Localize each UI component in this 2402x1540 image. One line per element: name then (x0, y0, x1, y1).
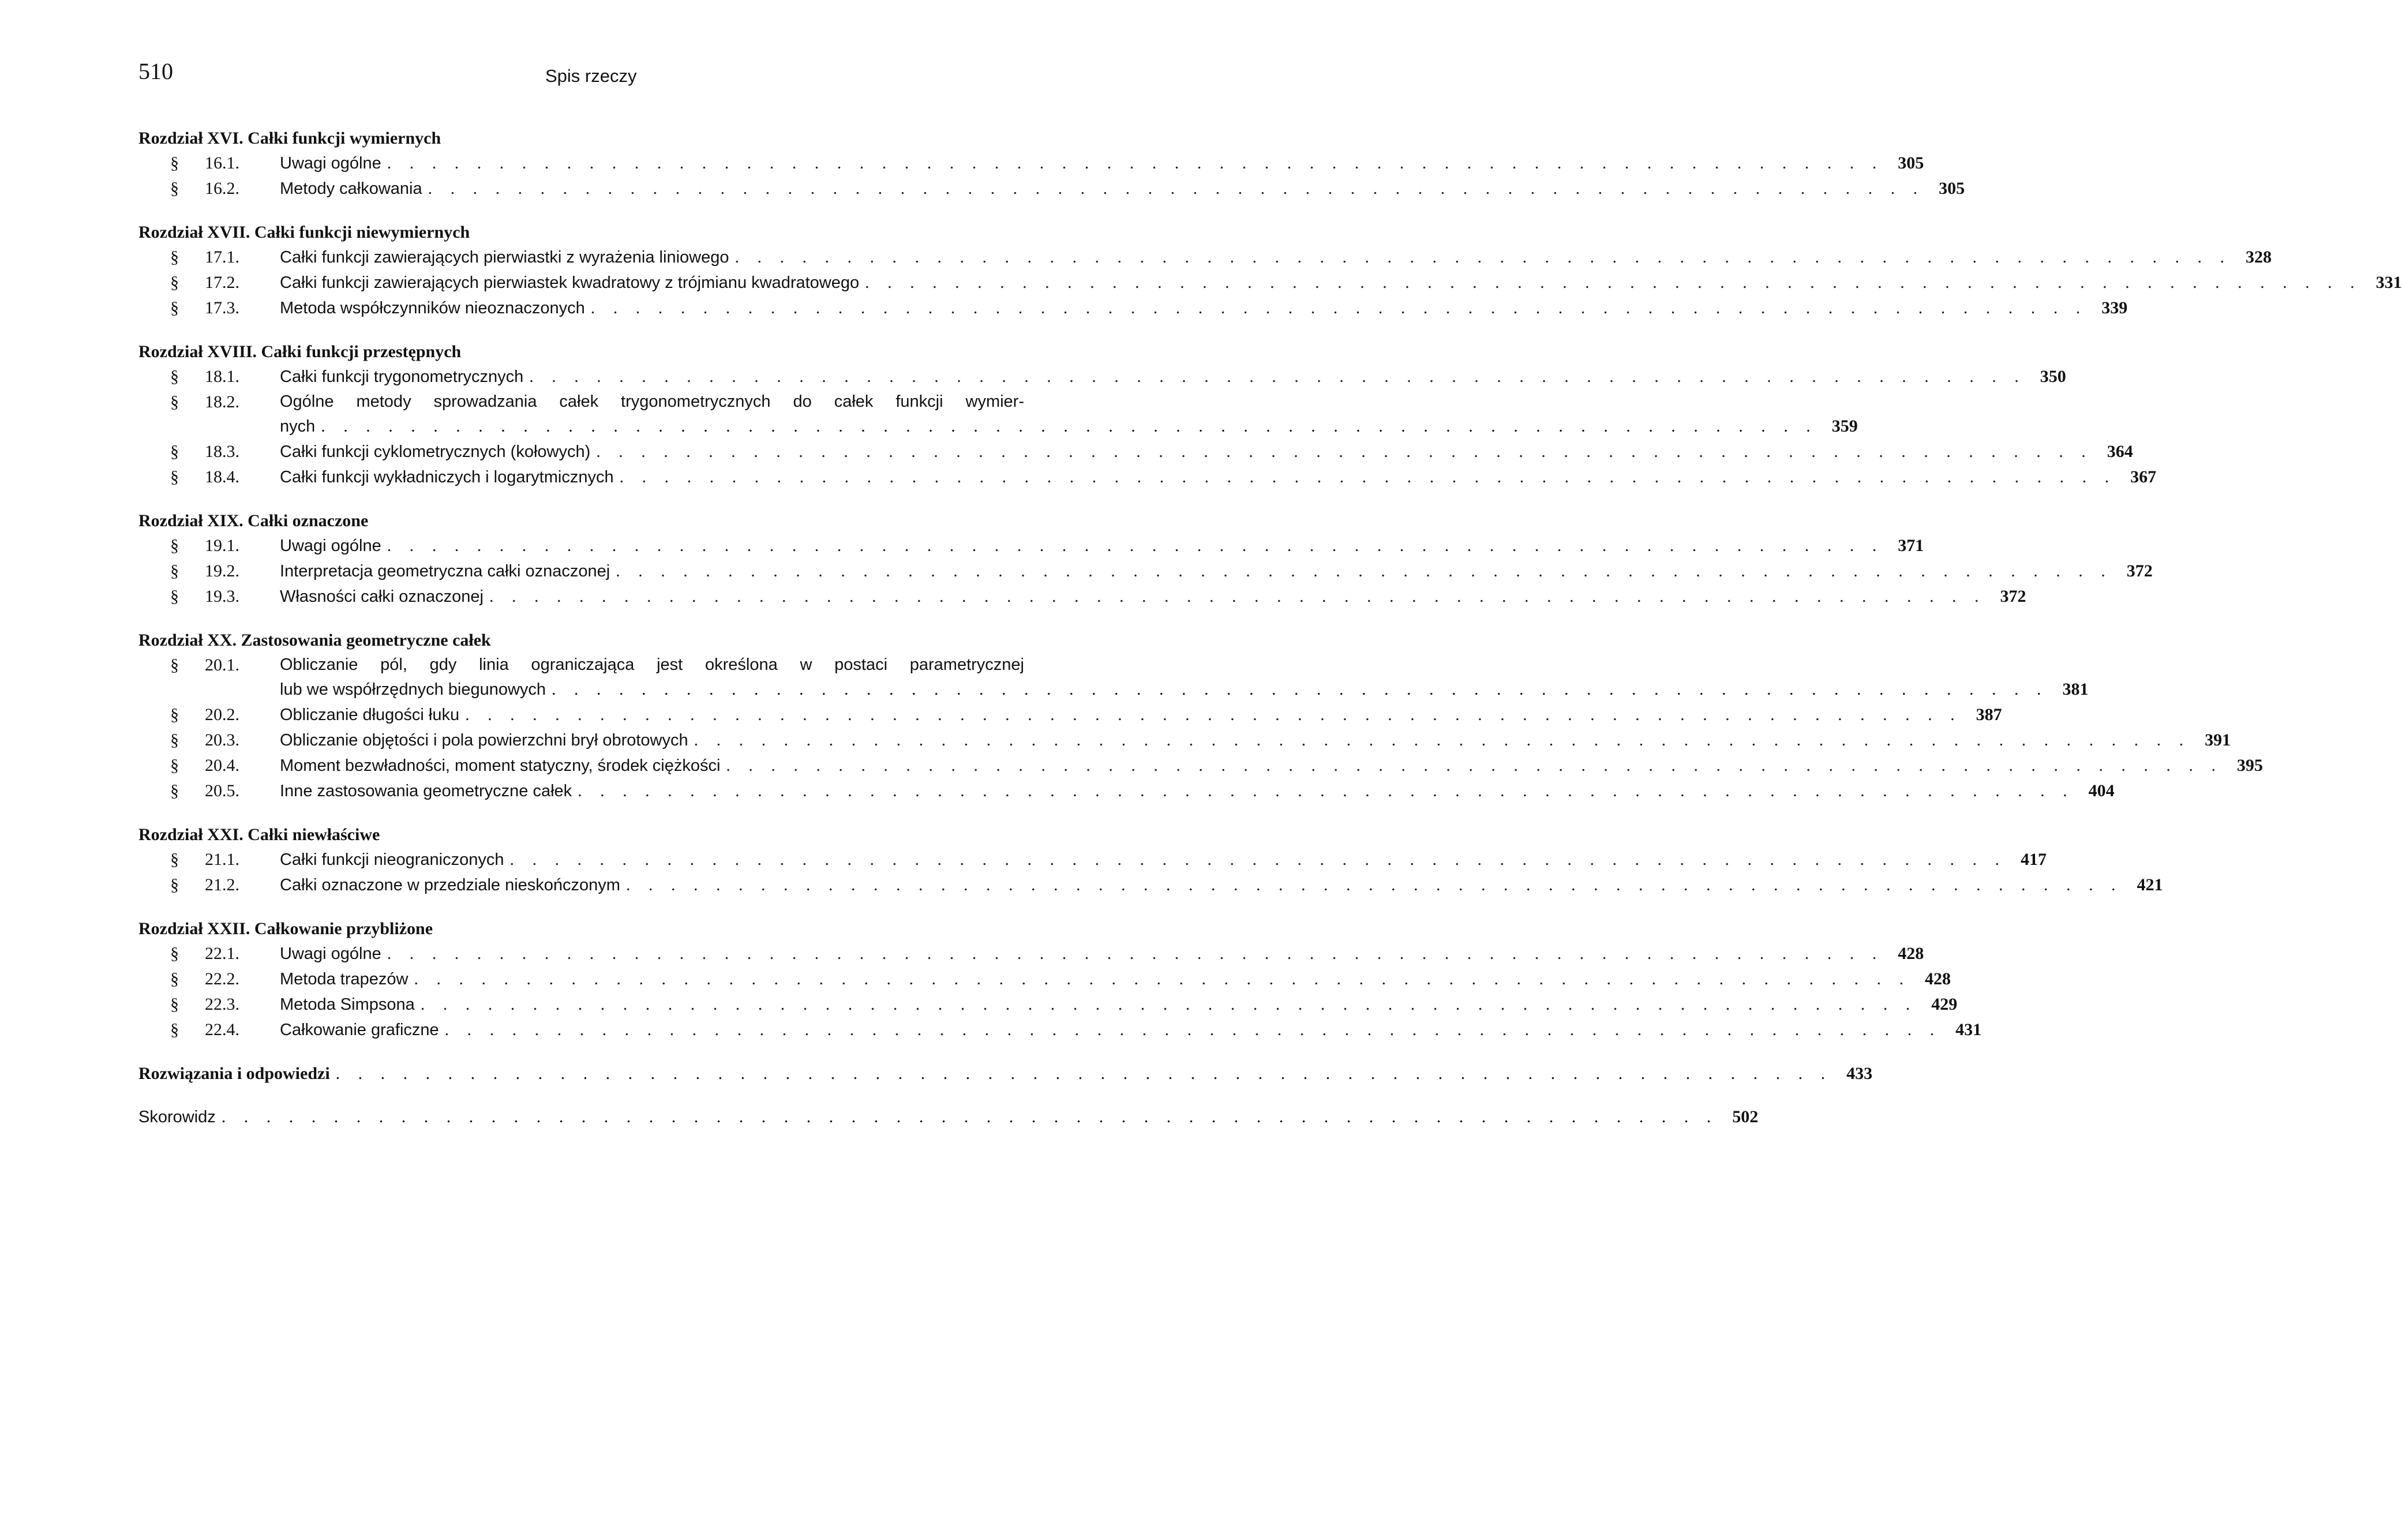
section-title: Całki funkcji trygonometrycznych (280, 368, 524, 386)
section-sign: § (170, 179, 179, 198)
page-ref: 339 (2101, 298, 2128, 317)
page-ref: 502 (1732, 1107, 1759, 1126)
section-number: 20.4. (205, 756, 239, 775)
page-ref: 395 (2236, 756, 2263, 775)
toc-entry[interactable] (138, 533, 1924, 559)
dot-leader: . . . . . . . . . . . . . . . . . . . . . . . . . . . . . . . . . . . . . . . . . . . . . . . . . . . . . . . . . . . . . . . . . . . (578, 781, 2074, 800)
chapter-title: Całki funkcji niewymiernych (254, 223, 470, 242)
page-ref: 371 (1898, 536, 1924, 555)
section-sign: § (170, 248, 179, 267)
section-title-line1: Obliczanie pól, gdy linia ograniczająca jest określona w postaci parametrycznej (280, 655, 1024, 674)
section-title: Metody całkowania (280, 179, 422, 198)
section-title: Inne zastosowania geometryczne całek (280, 782, 572, 800)
page-ref: 431 (1955, 1020, 1982, 1039)
section-title: Uwagi ogólne (280, 945, 381, 963)
dot-leader: . . . . . . . . . . . . . . . . . . . . . . . . . . . . . . . . . . . . . . . . . . . . . . . . . . . . . . . . . . . . . . . . . . . (321, 417, 1818, 436)
section-number: 18.3. (205, 442, 239, 461)
chapter-title: Całki oznaczone (248, 511, 369, 530)
section-sign: § (170, 756, 179, 775)
section-number: 20.5. (205, 781, 239, 800)
page-ref: 433 (1846, 1064, 1873, 1083)
chapter-block (138, 220, 2402, 321)
dot-leader: . . . . . . . . . . . . . . . . . . . . . . . . . . . . . . . . . . . . . . . . . . . . . . . . . . . . . . . . . . . . . . . . . . . (726, 756, 2223, 775)
chapter-label: Rozdział XVII. (138, 223, 250, 242)
toc-entry[interactable] (138, 728, 2231, 753)
toc-entry[interactable] (138, 872, 2163, 898)
dot-leader: . . . . . . . . . . . . . . . . . . . . . . . . . . . . . . . . . . . . . . . . . . . . . . . . . . . . . . . . . . . . . . . . . . . (489, 587, 1986, 606)
toc-entry[interactable] (138, 778, 2115, 804)
section-title: Całki funkcji nieograniczonych (280, 850, 504, 869)
section-sign: § (170, 875, 179, 894)
toc-entry[interactable] (138, 295, 2128, 321)
section-number: 19.3. (205, 587, 239, 606)
page-ref: 372 (2126, 561, 2153, 580)
dot-leader: . . . . . . . . . . . . . . . . . . . . . . . . . . . . . . . . . . . . . . . . . . . . . . . . . . . . . . . . . . . . . . . . . . . (420, 995, 1917, 1014)
chapter-heading (138, 220, 1056, 245)
page-ref: 391 (2205, 730, 2231, 750)
dot-leader: . . . . . . . . . . . . . . . . . . . . . . . . . . . . . . . . . . . . . . . . . . . . . . . . . . . . . . . . . . . . . . . . . . . (387, 536, 1884, 555)
page-ref: 331 (2375, 273, 2402, 292)
dot-leader: . . . . . . . . . . . . . . . . . . . . . . . . . . . . . . . . . . . . . . . . . . . . . . . . . . . . . . . . . . . . . . . . . . . (625, 875, 2123, 894)
section-title: Całki funkcji wykładniczych i logarytmicznych (280, 468, 614, 486)
dot-leader: . . . . . . . . . . . . . . . . . . . . . . . . . . . . . . . . . . . . . . . . . . . . . . . . . . . . . . . . . . . . . . . . . . . (552, 680, 2048, 699)
dot-leader: . . . . . . . . . . . . . . . . . . . . . . . . . . . . . . . . . . . . . . . . . . . . . . . . . . . . . . . . . . . . . . . . . . . (335, 1064, 1833, 1083)
toc-entry[interactable] (138, 966, 1951, 992)
toc-entry[interactable] (138, 584, 2026, 609)
section-sign: § (170, 781, 179, 800)
section-number: 17.3. (205, 298, 239, 317)
section-number: 19.2. (205, 561, 239, 580)
section-sign: § (170, 995, 179, 1014)
page-ref: 328 (2245, 248, 2272, 267)
section-title: Uwagi ogólne (280, 537, 381, 555)
dot-leader: . . . . . . . . . . . . . . . . . . . . . . . . . . . . . . . . . . . . . . . . . . . . . . . . . . . . . . . . . . . . . . . . . . . (428, 179, 1925, 198)
dot-leader: . . . . . . . . . . . . . . . . . . . . . . . . . . . . . . . . . . . . . . . . . . . . . . . . . . . . . . . . . . . . . . . . . . . (444, 1020, 1942, 1039)
dot-leader: . . . . . . . . . . . . . . . . . . . . . . . . . . . . . . . . . . . . . . . . . . . . . . . . . . . . . . . . . . . . . . . . . . . (414, 969, 1910, 988)
toc-entry[interactable] (138, 364, 2066, 389)
toc-entry[interactable] (138, 245, 2272, 270)
index-entry[interactable] (138, 1104, 1759, 1130)
section-number: 22.3. (205, 995, 239, 1014)
toc-entry[interactable] (138, 992, 1958, 1017)
section-sign: § (170, 536, 179, 555)
section-title-line2: nych (280, 417, 316, 436)
section-number: 20.2. (205, 705, 239, 724)
dot-leader: . . . . . . . . . . . . . . . . . . . . . . . . . . . . . . . . . . . . . . . . . . . . . . . . . . . . . . . . . . . . . . . . . . . (465, 705, 1962, 724)
chapter-title: Całki niewłaściwe (248, 825, 380, 844)
section-title: Metoda trapezów (280, 970, 409, 988)
section-title: Metoda Simpsona (280, 995, 415, 1014)
chapter-heading (138, 916, 1056, 941)
dot-leader: . . . . . . . . . . . . . . . . . . . . . . . . . . . . . . . . . . . . . . . . . . . . . . . . . . . . . . . . . . . . . . . . . . . (387, 944, 1884, 963)
chapter-block (138, 822, 2163, 898)
section-sign: § (170, 587, 179, 606)
chapter-label: Rozdział XX. (138, 631, 237, 650)
toc-entry[interactable] (138, 464, 2157, 490)
toc-entry[interactable] (138, 151, 1924, 176)
section-title: Całki funkcji cyklometrycznych (kołowych) (280, 443, 591, 461)
chapter-block (138, 628, 2263, 804)
page-ref: 417 (2020, 850, 2047, 869)
toc-entry[interactable] (138, 753, 2263, 778)
chapter-heading (138, 628, 1056, 653)
section-sign: § (170, 969, 179, 988)
dot-leader: . . . . . . . . . . . . . . . . . . . . . . . . . . . . . . . . . . . . . . . . . . . . . . . . . . . . . . . . . . . . . . . . . . . (509, 850, 2006, 869)
section-number: 17.1. (205, 248, 239, 267)
toc-entry[interactable] (138, 270, 2402, 295)
section-number: 21.2. (205, 875, 239, 894)
section-sign: § (170, 850, 179, 869)
toc-entry[interactable] (138, 653, 2089, 702)
toc-entry[interactable] (138, 559, 2153, 584)
page-ref: 359 (1831, 417, 1858, 436)
chapter-block (138, 126, 1965, 201)
entry-title: Rozwiązania i odpowiedzi (138, 1064, 330, 1083)
section-number: 19.1. (205, 536, 239, 555)
toc-entry[interactable] (138, 941, 1924, 966)
running-title: Spis rzeczy (545, 66, 637, 86)
section-title: Własności całki oznaczonej (280, 587, 484, 606)
page-ref: 428 (1924, 969, 1951, 988)
page-ref: 364 (2107, 442, 2133, 461)
section-sign: § (170, 273, 179, 292)
section-title: Moment bezwładności, moment statyczny, środek ciężkości (280, 756, 721, 775)
section-sign: § (170, 730, 179, 750)
section-number: 17.2. (205, 273, 239, 292)
page-ref: 305 (1898, 153, 1924, 173)
dot-leader: . . . . . . . . . . . . . . . . . . . . . . . . . . . . . . . . . . . . . . . . . . . . . . . . . . . . . . . . . . . . . . . . . . . (694, 730, 2191, 750)
table-of-contents (138, 126, 2402, 1148)
page-ref: 428 (1898, 944, 1924, 963)
section-number: 22.1. (205, 944, 239, 963)
dot-leader: . . . . . . . . . . . . . . . . . . . . . . . . . . . . . . . . . . . . . . . . . . . . . . . . . . . . . . . . . . . . . . . . . . . (529, 367, 2026, 386)
chapter-block (138, 339, 2157, 490)
dot-leader: . . . . . . . . . . . . . . . . . . . . . . . . . . . . . . . . . . . . . . . . . . . . . . . . . . . . . . . . . . . . . . . . . . . (616, 561, 2112, 580)
chapter-title: Całkowanie przybliżone (254, 919, 433, 938)
section-sign: § (170, 1020, 179, 1039)
section-sign: § (170, 298, 179, 317)
section-sign: § (170, 561, 179, 580)
toc-entry[interactable] (138, 389, 1858, 439)
toc-entry[interactable] (138, 439, 2133, 464)
toc-entry[interactable] (138, 847, 2047, 872)
section-number: 22.2. (205, 969, 239, 988)
dot-leader: . . . . . . . . . . . . . . . . . . . . . . . . . . . . . . . . . . . . . . . . . . . . . . . . . . . . . . . . . . . . . . . . . . . (596, 442, 2093, 461)
chapter-heading (138, 339, 1056, 364)
chapter-label: Rozdział XVIII. (138, 342, 257, 361)
section-number: 22.4. (205, 1020, 239, 1039)
section-number: 18.2. (205, 392, 239, 411)
section-sign: § (170, 705, 179, 724)
chapter-title: Całki funkcji przestępnych (261, 342, 462, 361)
chapter-label: Rozdział XVI. (138, 129, 243, 148)
toc-entry[interactable] (138, 176, 1965, 201)
chapter-block (138, 916, 1982, 1043)
page-number: 510 (138, 58, 173, 84)
section-title: Całki oznaczone w przedziale nieskończonym (280, 876, 620, 894)
entry-title: Skorowidz (138, 1108, 216, 1126)
section-title: Obliczanie długości łuku (280, 706, 460, 724)
section-sign: § (170, 467, 179, 486)
chapter-label: Rozdział XXI. (138, 825, 243, 844)
solutions-entry[interactable] (138, 1061, 1873, 1086)
section-number: 21.1. (205, 850, 239, 869)
dot-leader: . . . . . . . . . . . . . . . . . . . . . . . . . . . . . . . . . . . . . . . . . . . . . . . . . . . . . . . . . . . . . . . . . . . (590, 298, 2088, 317)
section-title: Całkowanie graficzne (280, 1021, 439, 1039)
chapter-heading (138, 822, 1056, 847)
chapter-title: Całki funkcji wymiernych (248, 129, 441, 148)
chapter-heading (138, 126, 1056, 151)
dot-leader: . . . . . . . . . . . . . . . . . . . . . . . . . . . . . . . . . . . . . . . . . . . . . . . . . . . . . . . . . . . . . . . . . . . (619, 467, 2116, 486)
toc-entry[interactable] (138, 1017, 1982, 1043)
chapter-heading (138, 508, 1056, 533)
section-number: 16.1. (205, 153, 239, 173)
chapter-block (138, 508, 2153, 609)
section-title: Obliczanie objętości i pola powierzchni brył obrotowych (280, 731, 688, 750)
page-ref: 372 (2000, 587, 2026, 606)
chapter-title: Zastosowania geometryczne całek (241, 631, 491, 650)
dot-leader: . . . . . . . . . . . . . . . . . . . . . . . . . . . . . . . . . . . . . . . . . . . . . . . . . . . . . . . . . . . . . . . . . . . (221, 1107, 1718, 1126)
section-sign: § (170, 442, 179, 461)
page-ref: 305 (1939, 179, 1965, 198)
toc-entry[interactable] (138, 702, 2002, 728)
page-ref: 387 (1976, 705, 2002, 724)
section-sign: § (170, 367, 179, 386)
page-ref: 421 (2137, 875, 2163, 894)
dot-leader: . . . . . . . . . . . . . . . . . . . . . . . . . . . . . . . . . . . . . . . . . . . . . . . . . . . . . . . . . . . . . . . . . . . (735, 248, 2231, 267)
section-number: 18.1. (205, 367, 239, 386)
dot-leader: . . . . . . . . . . . . . . . . . . . . . . . . . . . . . . . . . . . . . . . . . . . . . . . . . . . . . . . . . . . . . . . . . . . (865, 273, 2362, 292)
section-number: 18.4. (205, 467, 239, 486)
chapter-label: Rozdział XIX. (138, 511, 243, 530)
section-sign: § (170, 392, 179, 411)
section-sign: § (170, 153, 179, 173)
page-ref: 429 (1931, 995, 1958, 1014)
section-sign: § (170, 944, 179, 963)
dot-leader: . . . . . . . . . . . . . . . . . . . . . . . . . . . . . . . . . . . . . . . . . . . . . . . . . . . . . . . . . . . . . . . . . . . (387, 153, 1884, 173)
chapter-label: Rozdział XXII. (138, 919, 250, 938)
section-title: Metoda współczynników nieoznaczonych (280, 299, 585, 317)
section-number: 20.1. (205, 655, 239, 675)
section-title-line1: Ogólne metody sprowadzania całek trygonometrycznych do całek funkcji wymier- (280, 392, 1024, 411)
page-ref: 367 (2130, 467, 2157, 486)
page-ref: 404 (2088, 781, 2115, 800)
section-title: Interpretacja geometryczna całki oznaczonej (280, 562, 610, 580)
section-title-line2: lub we współrzędnych biegunowych (280, 680, 546, 699)
section-number: 20.3. (205, 730, 239, 750)
page-ref: 381 (2062, 680, 2089, 699)
page-header (0, 58, 1059, 92)
section-title: Całki funkcji zawierających pierwiastek kwadratowy z trójmianu kwadratowego (280, 273, 860, 292)
section-title: Całki funkcji zawierających pierwiastki z wyrażenia liniowego (280, 248, 729, 267)
section-title: Uwagi ogólne (280, 154, 381, 173)
page-ref: 350 (2040, 367, 2066, 386)
section-sign: § (170, 655, 179, 675)
section-number: 16.2. (205, 179, 239, 198)
